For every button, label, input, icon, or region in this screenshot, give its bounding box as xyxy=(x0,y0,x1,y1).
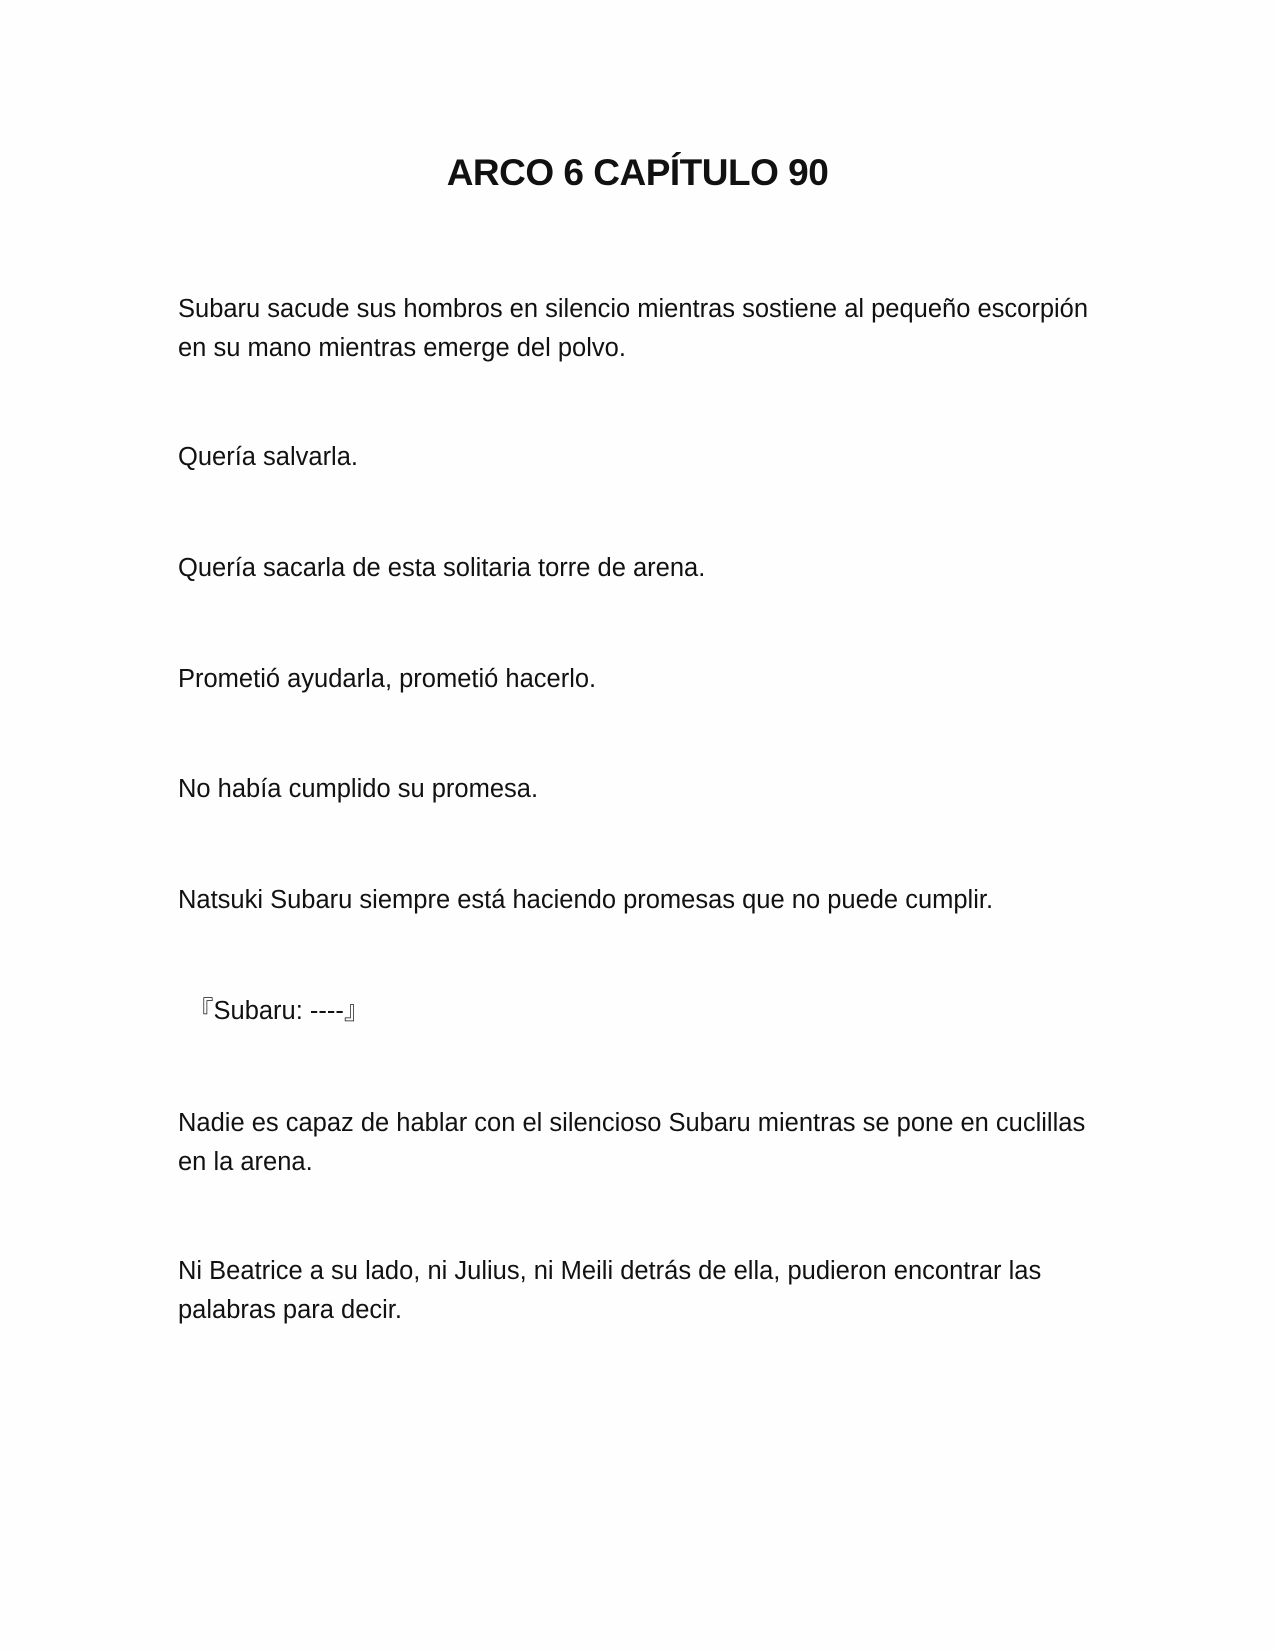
paragraph-2: Quería salvarla. xyxy=(178,443,358,471)
paragraph-8: Ni Beatrice a su lado, ni Julius, ni Meili detrás de ella, pudieron encontrar las palabras para decir. xyxy=(178,1257,1042,1324)
dialogue-line: 『Subaru: ----』 xyxy=(188,997,370,1025)
paragraph-3: Quería sacarla de esta solitaria torre de arena. xyxy=(178,554,706,582)
paragraph-6: Natsuki Subaru siempre está haciendo promesas que no puede cumplir. xyxy=(178,886,994,914)
chapter-title: ARCO 6 CAPÍTULO 90 xyxy=(446,152,829,193)
paragraph-1: Subaru sacude sus hombros en silencio mientras sostiene al pequeño escorpión en su mano mientras emerge del polvo. xyxy=(178,295,1089,362)
paragraph-5: No había cumplido su promesa. xyxy=(178,775,539,803)
paragraph-4: Prometió ayudarla, prometió hacerlo. xyxy=(178,665,597,693)
paragraph-7: Nadie es capaz de hablar con el silencioso Subaru mientras se pone en cuclillas en la arena. xyxy=(178,1109,1086,1176)
